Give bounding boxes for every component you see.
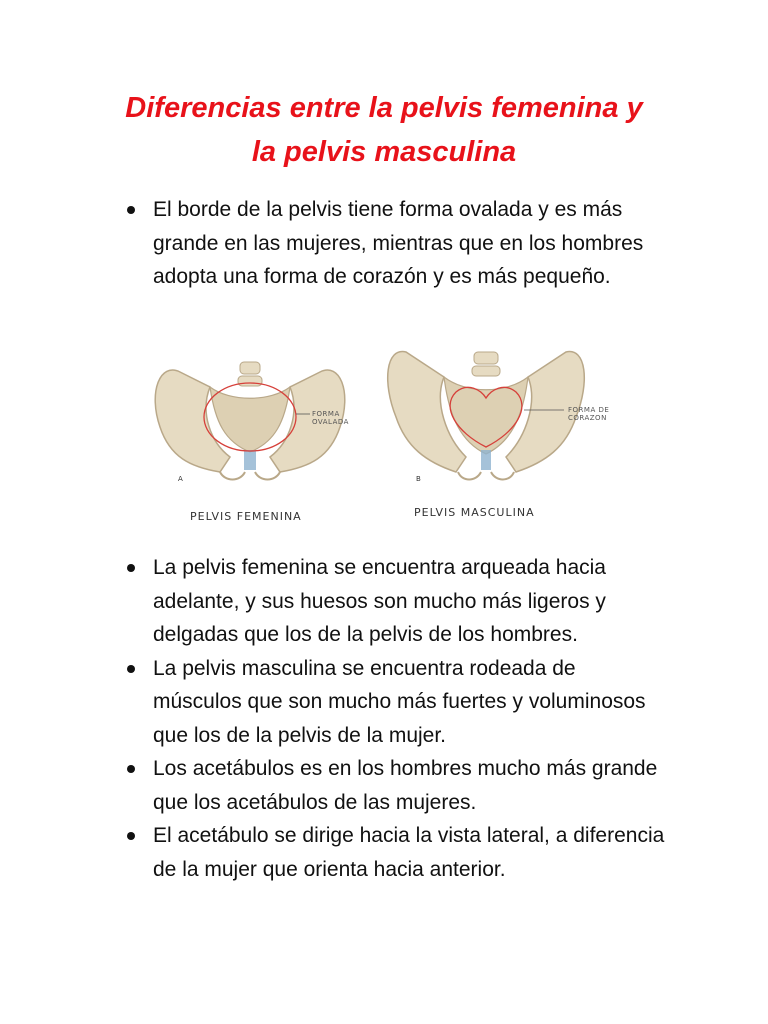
bullet-dot-icon: [127, 765, 135, 773]
document-title: [60, 86, 708, 174]
male-pelvis-caption: PELVIS MASCULINA: [414, 506, 535, 519]
female-figure-letter: A: [178, 475, 183, 483]
bullet-dot-icon: [127, 206, 135, 214]
bullet-dot-icon: [127, 832, 135, 840]
female-callout: FORMA OVALADA: [312, 410, 349, 426]
bullet-list-top: [0, 193, 768, 294]
male-pelvis-drawing: [388, 352, 585, 480]
pelvis-comparison-figure: [150, 332, 620, 532]
male-callout: FORMA DE CORAZON: [568, 406, 610, 422]
bullet-item: [0, 551, 768, 652]
bullet-text: El acetábulo se dirige hacia la vista lateral, a diferencia de la mujer que orienta hacia anterior.: [153, 824, 665, 881]
bullet-text: La pelvis femenina se encuentra arqueada hacia adelante, y sus huesos son mucho más ligeros y delgadas que los de la pelvis de los hombres.: [153, 556, 606, 646]
bullet-dot-icon: [127, 564, 135, 572]
bullet-dot-icon: [127, 665, 135, 673]
bullet-item: [0, 193, 768, 294]
bullet-text: El borde de la pelvis tiene forma ovalada y es más grande en las mujeres, mientras que en los hombres adopta una forma de corazón y es más pequeño.: [153, 198, 644, 288]
pelvis-illustration: [150, 332, 620, 532]
male-figure-letter: B: [416, 475, 421, 483]
female-pelvis-caption: PELVIS FEMENINA: [190, 510, 302, 523]
bullet-item: [0, 819, 768, 886]
bullet-text: La pelvis masculina se encuentra rodeada de músculos que son mucho más fuertes y voluminosos que los de la pelvis de la mujer.: [153, 656, 646, 747]
bullet-text: Los acetábulos es en los hombres mucho más grande que los acetábulos de las mujeres.: [153, 757, 658, 814]
bullet-item: [0, 652, 768, 753]
title-line-1: Diferencias entre la pelvis femenina y: [125, 92, 643, 124]
title-line-2: la pelvis masculina: [251, 136, 517, 168]
bullet-list-bottom: [0, 551, 768, 886]
bullet-item: [0, 752, 768, 819]
